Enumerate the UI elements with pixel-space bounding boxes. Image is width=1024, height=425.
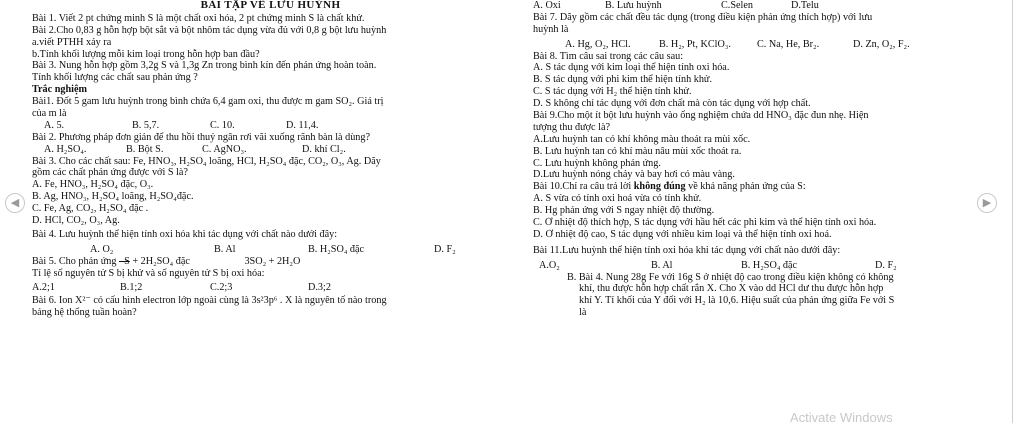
option: C. S tác dụng với H₂ thể hiện tính khử.: [533, 86, 692, 98]
question-text: về khả năng phản ứng của S:: [685, 181, 806, 193]
question-text: khí, thu được hỗn hợp chất rắn X. Cho X vào dd HCl dư thu được hỗn hợp: [579, 283, 884, 295]
viewer-edge-divider: [1012, 0, 1013, 423]
option: D. khí Cl₂.: [302, 143, 346, 155]
question-text: huỳnh là: [533, 23, 569, 35]
option: A.Lưu huỳnh tan có khí không màu thoát ra mùi xốc.: [533, 133, 751, 145]
left-column: [32, 0, 517, 319]
q5-options: [32, 282, 517, 294]
q1-options: [32, 120, 517, 132]
option: A.O₂: [539, 259, 560, 271]
question-text: Bài 5. Cho phản ứng: [32, 255, 117, 267]
option: A. O₂: [90, 243, 114, 255]
q5-reaction: [32, 256, 517, 268]
option: D. Ở nhiệt độ cao, S tác dụng với nhiều kim loại và thể hiện tính oxi hoá.: [533, 228, 832, 240]
option: D. 11,4.: [286, 119, 319, 131]
previous-page-button[interactable]: ◀: [5, 193, 25, 213]
option: A. S vừa có tính oxi hoá vừa có tính khử.: [533, 193, 702, 205]
option: B. H₂SO₄ đặc: [741, 259, 798, 271]
text-line: Bài 1. Viết 2 pt chứng minh S là một chất oxi hóa, 2 pt chứng minh S là chất khử.: [32, 12, 365, 24]
text-line: Tính khối lượng các chất sau phản ứng ?: [32, 72, 198, 84]
page-title: BÀI TẬP VỀ LƯU HUỲNH: [200, 0, 341, 11]
option: B. Lưu huỳnh: [605, 0, 662, 11]
section-heading: Trắc nghiệm: [32, 84, 87, 96]
question-text: B. Bài 4. Nung 28g Fe với 16g S ở nhiệt độ cao trong điều kiện không có không: [567, 271, 894, 283]
question-text: Bài 3. Cho các chất sau: Fe, HNO₃, H₂SO₄ loãng, HCl, H₂SO₄ đặc, CO₂, O₃, Ag. Dãy: [32, 155, 381, 167]
option: C. Lưu huỳnh không phản ứng.: [533, 157, 661, 169]
option: C. Ở nhiệt độ thích hợp, S tác dụng với hầu hết các phi kim và thể hiện tính oxi hóa.: [533, 217, 877, 229]
option: A. 5.: [44, 119, 65, 131]
question-text: Bài 10.Chỉ ra câu trả lời: [533, 181, 634, 193]
question-text: là: [579, 307, 587, 319]
option: C.Selen: [721, 0, 753, 11]
option: C. Fe, Ag, CO₂, H₂SO₄ đặc .: [32, 203, 149, 215]
q6-options: [533, 0, 1003, 12]
text-line: Bài 2.Cho 0,83 g hỗn hợp bột sắt và bột nhôm tác dụng vừa đủ với 0,8 g bột lưu huỳnh: [32, 24, 387, 36]
option: A. Fe, HNO₃, H₂SO₄ đặc, O₃.: [32, 179, 154, 191]
option: B. Ag, HNO₃, H₂SO₄ loãng, H₂SO₄đặc.: [32, 191, 194, 203]
question-text: Bài 6. Ion X²⁻ có cấu hình electron lớp ngoài cùng là 3s²3p⁶ . X là nguyên tố nào trong: [32, 295, 387, 307]
option: D.3;2: [308, 281, 331, 293]
text-line: Bài 3. Nung hỗn hợp gồm 3,2g S và 1,3g Zn trong bình kín đến phản ứng hoàn toàn.: [32, 60, 377, 72]
option: B. Al: [214, 243, 236, 255]
option: A. H₂SO₄.: [44, 143, 87, 155]
struck-text: –S: [119, 255, 130, 267]
question-text: bảng hệ thống tuần hoàn?: [32, 307, 137, 319]
option: C. 10.: [210, 119, 235, 131]
option: B. Al: [651, 259, 673, 271]
text-line: a.viết PTHH xảy ra: [32, 36, 112, 48]
option: D. F₂: [875, 259, 897, 271]
question-text: tượng thu được là?: [533, 121, 610, 133]
question-text: khí Y. Tỉ khối của Y đối với H₂ là 10,6. Hiệu suất của phản ứng giữa Fe với S: [579, 295, 895, 307]
option: D. HCl, CO₂, O₃, Ag.: [32, 215, 120, 227]
option: D. F₂: [434, 243, 456, 255]
emphasis-text: không đúng: [633, 181, 686, 193]
option: C.2;3: [210, 281, 233, 293]
activate-windows-watermark: Activate Windows: [790, 410, 893, 425]
option: D.Lưu huỳnh nóng chảy và bay hơi có màu vàng.: [533, 169, 735, 181]
question-text: Bài 8. Tìm câu sai trong các câu sau:: [533, 50, 684, 62]
option: C. Na, He, Br₂.: [757, 38, 820, 50]
right-column: [533, 0, 1003, 319]
text-line: của m là: [32, 108, 67, 120]
q2-options: [32, 144, 517, 156]
option: A.2;1: [32, 281, 55, 293]
option: B. Hg phản ứng với S ngay nhiệt độ thường.: [533, 205, 715, 217]
q11-options: [533, 260, 1003, 272]
option: D.Telu: [791, 0, 819, 11]
question-text: Bài 2. Phương pháp đơn giản để thu hồi thuỷ ngân rơi vãi xuống rãnh bàn là dùng?: [32, 131, 371, 143]
option: B. 5,7.: [132, 119, 160, 131]
q7-options: [533, 39, 1003, 51]
question-text: gồm các chất phản ứng được với S là?: [32, 167, 188, 179]
question-text: Bài 4. Lưu huỳnh thể hiện tính oxi hóa khi tác dụng với chất nào dưới đây:: [32, 228, 338, 240]
question-text: Bài 9.Cho một ít bột lưu huỳnh vào ống nghiệm chứa dd HNO₃ đặc đun nhẹ. Hiện: [533, 110, 869, 122]
question-text: Bài 11.Lưu huỳnh thể hiện tính oxi hóa khi tác dụng với chất nào dưới đây:: [533, 244, 841, 256]
text-line: Bài1. Đốt 5 gam lưu huỳnh trong bình chứa 6,4 gam oxi, thu được m gam SO₂. Giá trị: [32, 96, 384, 108]
question-text: Bài 7. Dãy gồm các chất đều tác dụng (trong điều kiện phản ứng thích hợp) với lưu: [533, 11, 873, 23]
product: 3SO₂ + 2H₂O: [244, 255, 301, 267]
option: B. H₂SO₄ đặc: [308, 243, 365, 255]
option: A. S tác dụng với kim loại thể hiện tính oxi hóa.: [533, 62, 730, 74]
option: C. AgNO₃.: [202, 143, 247, 155]
next-page-button[interactable]: ▶: [977, 193, 997, 213]
text-line: b.Tính khối lượng mỗi kim loại trong hỗn hợp ban đầu?: [32, 48, 260, 60]
option: B. Bột S.: [126, 143, 164, 155]
option: D. Zn, O₂, F₂.: [853, 38, 910, 50]
option: B. S tác dụng với phi kim thể hiện tính khử.: [533, 74, 712, 86]
q4-options: [32, 244, 517, 256]
option: B. H₂, Pt, KClO₃.: [659, 38, 731, 50]
option: B. Lưu huỳnh tan có khí màu nâu mùi xốc thoát ra.: [533, 145, 742, 157]
option: A. Hg, O₂, HCl.: [565, 38, 631, 50]
question-text: Tỉ lệ số nguyên tử S bị khử và số nguyên tử S bị oxi hóa:: [32, 267, 265, 279]
option: D. S không chỉ tác dụng với đơn chất mà còn tác dụng với hợp chất.: [533, 98, 811, 110]
option: B.1;2: [120, 281, 143, 293]
reactant: + 2H₂SO₄ đặc: [132, 255, 190, 267]
q10-question: [533, 181, 1003, 193]
option: A. Oxi: [533, 0, 561, 11]
